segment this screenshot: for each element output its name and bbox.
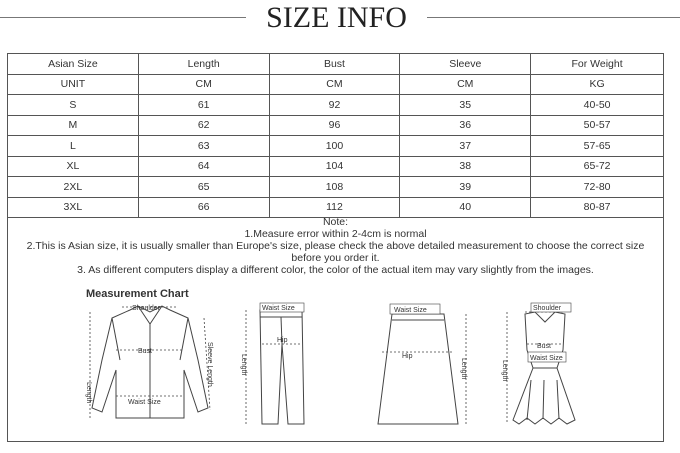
shirt-shoulder-label: Shoulder bbox=[132, 305, 161, 312]
pants-diagram bbox=[232, 300, 312, 430]
shirt-waist-label: Waist Size bbox=[128, 399, 161, 406]
shirt-length-label: Length bbox=[85, 382, 92, 404]
table-cell: 64 bbox=[138, 156, 269, 177]
table-cell: 108 bbox=[269, 177, 400, 198]
table-cell: 96 bbox=[269, 115, 400, 136]
table-cell: KG bbox=[531, 74, 664, 95]
size-table bbox=[7, 53, 664, 218]
table-header-cell: Length bbox=[138, 54, 269, 75]
skirt-waist-label: Waist Size bbox=[394, 307, 427, 314]
table-cell: 36 bbox=[400, 115, 531, 136]
table-cell: 50-57 bbox=[531, 115, 664, 136]
pants-hip-label: Hip bbox=[277, 337, 288, 344]
table-header-cell: Asian Size bbox=[8, 54, 139, 75]
table-cell: CM bbox=[269, 74, 400, 95]
table-cell: UNIT bbox=[8, 74, 139, 95]
table-header-cell: Sleeve bbox=[400, 54, 531, 75]
dress-shoulder-label: Shoulder bbox=[533, 305, 562, 312]
table-cell: CM bbox=[138, 74, 269, 95]
skirt-diagram bbox=[362, 300, 482, 430]
table-cell: 35 bbox=[400, 95, 531, 116]
dress-length-label: Length bbox=[501, 360, 508, 382]
note-item: before you order it. bbox=[291, 252, 380, 264]
skirt-hip-label: Hip bbox=[402, 353, 413, 360]
table-row bbox=[8, 95, 664, 116]
header-divider-right bbox=[427, 17, 680, 18]
table-cell: L bbox=[8, 136, 139, 157]
table-cell: 62 bbox=[138, 115, 269, 136]
table-cell: 65-72 bbox=[531, 156, 664, 177]
table-row bbox=[8, 197, 664, 218]
note-item: 1.Measure error within 2-4cm is normal bbox=[244, 228, 427, 240]
table-header-cell: For Weight bbox=[531, 54, 664, 75]
table-cell: 61 bbox=[138, 95, 269, 116]
table-row bbox=[8, 115, 664, 136]
table-cell: 57-65 bbox=[531, 136, 664, 157]
pants-waist-label: Waist Size bbox=[262, 305, 295, 312]
table-cell: S bbox=[8, 95, 139, 116]
table-cell: 37 bbox=[400, 136, 531, 157]
shirt-diagram bbox=[80, 300, 220, 430]
table-cell: 66 bbox=[138, 197, 269, 218]
dress-diagram bbox=[495, 300, 595, 435]
table-cell: 112 bbox=[269, 197, 400, 218]
table-row bbox=[8, 177, 664, 198]
table-cell: 38 bbox=[400, 156, 531, 177]
table-header-cell: Bust bbox=[269, 54, 400, 75]
skirt-length-label: Length bbox=[460, 358, 467, 380]
note-item: 2.This is Asian size, it is usually smaller than Europe's size, please check the above detailed measurement to choose the correct size bbox=[26, 240, 645, 252]
table-header-row bbox=[8, 54, 664, 75]
table-row bbox=[8, 156, 664, 177]
table-cell: M bbox=[8, 115, 139, 136]
header bbox=[0, 0, 680, 40]
header-divider-left bbox=[0, 17, 246, 18]
table-cell: 3XL bbox=[8, 197, 139, 218]
note-item: 3. As different computers display a different color, the color of the actual item may vary slightly from the images. bbox=[77, 264, 594, 276]
table-cell: 63 bbox=[138, 136, 269, 157]
table-cell: 39 bbox=[400, 177, 531, 198]
table-cell: XL bbox=[8, 156, 139, 177]
table-row bbox=[8, 136, 664, 157]
dress-waist-label: Waist Size bbox=[530, 355, 563, 362]
notes-heading: Note: bbox=[322, 216, 349, 228]
table-cell: 2XL bbox=[8, 177, 139, 198]
table-cell: 65 bbox=[138, 177, 269, 198]
dress-bust-label: Bust bbox=[537, 343, 552, 350]
table-cell: 100 bbox=[269, 136, 400, 157]
table-cell: 80-87 bbox=[531, 197, 664, 218]
table-cell: 40 bbox=[400, 197, 531, 218]
table-cell: CM bbox=[400, 74, 531, 95]
shirt-bust-label: Bust bbox=[138, 348, 153, 355]
pants-length-label: Length bbox=[240, 354, 247, 376]
table-cell: 40-50 bbox=[531, 95, 664, 116]
table-cell: 72-80 bbox=[531, 177, 664, 198]
measurement-chart-title: Measurement Chart bbox=[86, 288, 189, 300]
shirt-sleeve-label: Sleeve Length bbox=[206, 342, 213, 387]
table-cell: 92 bbox=[269, 95, 400, 116]
table-cell: 104 bbox=[269, 156, 400, 177]
notes-section bbox=[8, 216, 663, 276]
table-row bbox=[8, 74, 664, 95]
page-title: SIZE INFO bbox=[266, 1, 407, 34]
